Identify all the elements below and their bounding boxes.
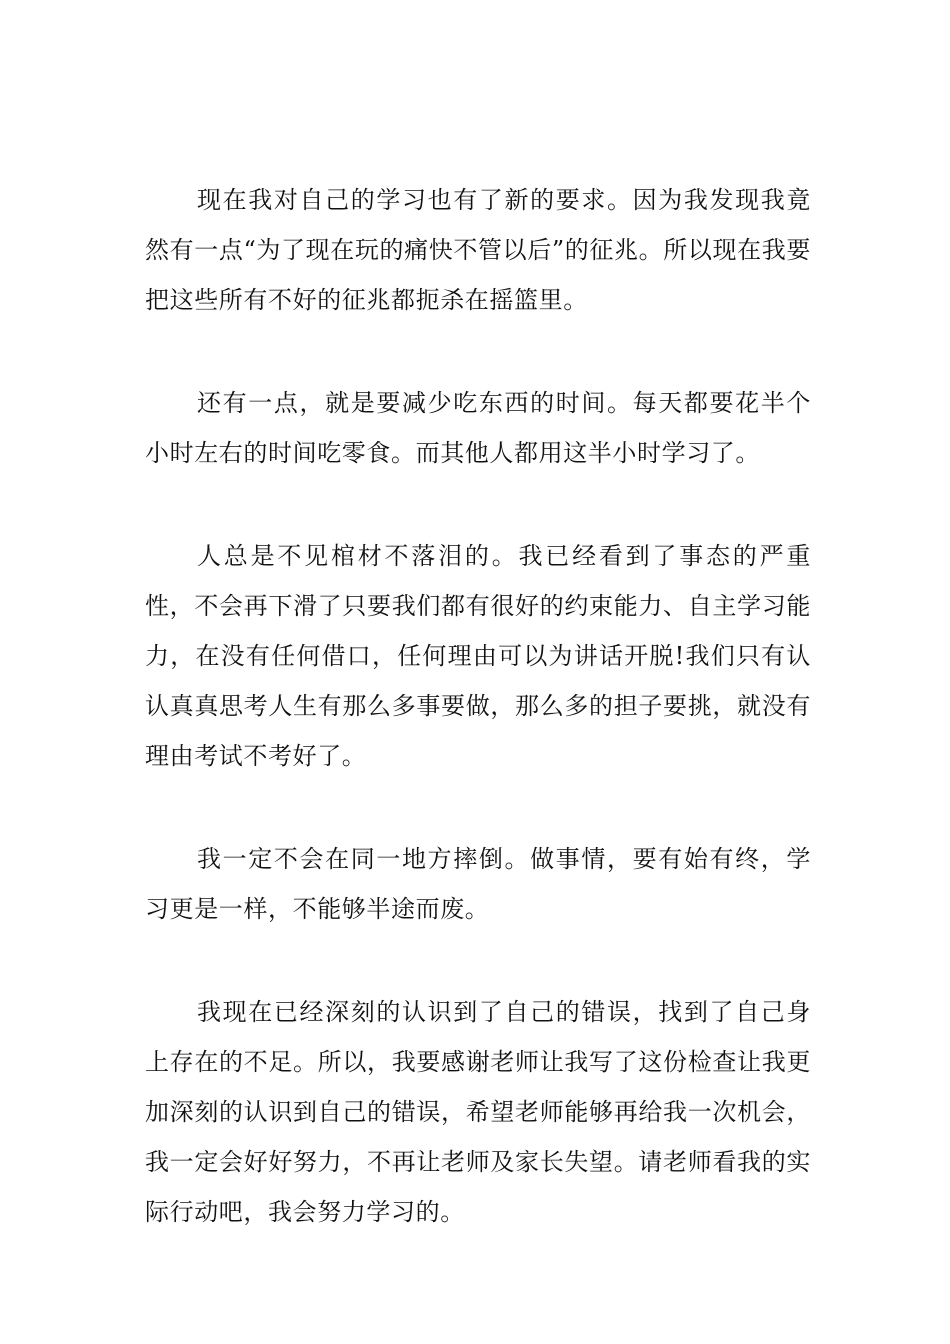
paragraph-4: 我一定不会在同一地方摔倒。做事情，要有始有终，学习更是一样，不能够半途而废。	[145, 845, 811, 923]
paragraph-2: 还有一点，就是要减少吃东西的时间。每天都要花半个小时左右的时间吃零食。而其他人都用这半小时学习了。	[145, 389, 811, 467]
document-body	[145, 175, 811, 1237]
paragraph-1: 现在我对自己的学习也有了新的要求。因为我发现我竟然有一点“为了现在玩的痛快不管以后”的征兆。所以现在我要把这些所有不好的征兆都扼杀在摇篮里。	[145, 186, 811, 314]
paragraph-5: 我现在已经深刻的认识到了自己的错误，找到了自己身上存在的不足。所以，我要感谢老师让我写了这份检查让我更加深刻的认识到自己的错误，希望老师能够再给我一次机会，我一定会好好努力，不再让老师及家长失望。请老师看我的实际行动吧，我会努力学习的。	[145, 998, 811, 1226]
paragraph-3: 人总是不见棺材不落泪的。我已经看到了事态的严重性，不会再下滑了只要我们都有很好的约束能力、自主学习能力，在没有任何借口，任何理由可以为讲话开脱!我们只有认认真真思考人生有那么多事要做，那么多的担子要挑，就没有理由考试不考好了。	[145, 542, 811, 770]
